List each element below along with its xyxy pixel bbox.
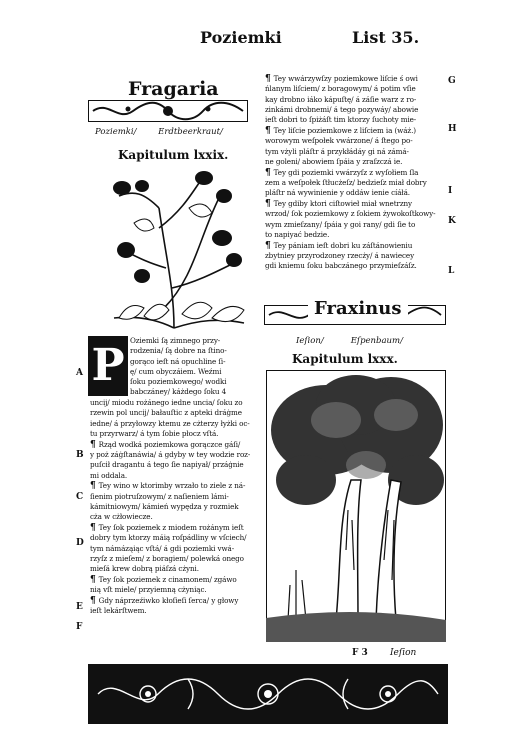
fragaria-heading: Fragaria — [128, 78, 219, 100]
margin-letter: K — [448, 216, 456, 226]
ash-tree-illustration — [266, 370, 446, 642]
ornament-band-fragaria — [88, 100, 248, 122]
margin-letter: L — [448, 266, 455, 276]
fragaria-text-top: Oziemki ſą zimnego przy- rodzenia/ ſą dobre na ſtino- gorąco ieſt ná opuchline ſi- ę/ cum obyczáiem. Weźmi ſoku poziemkowego/ wodki babczáney/ káżdego ſoku 4 — [130, 336, 227, 397]
margin-letter: E — [76, 602, 83, 612]
pilcrow-mark: ¶ — [90, 575, 99, 586]
fragaria-names: Poziemki/ Erdtbeerkraut/ — [95, 127, 223, 137]
signature-mark: F 3 — [352, 648, 368, 658]
pilcrow-mark: ¶ — [265, 74, 274, 84]
leaf-number: List 35. — [352, 28, 420, 47]
margin-letter: D — [76, 538, 84, 548]
bottom-ornamental-border — [88, 664, 448, 724]
margin-letter: H — [448, 124, 457, 134]
right-column-text: ¶ Tey wwárzywſzy poziemkowe liſcie ś owi ńlanym liſciem/ z boragowym/ á potim vſie kay drobno iáko kápuſtę/ á záſie warz z ro- zinkámi drobnemi/ á tego pozywáy/ abowie ieſt dobri to ſpiżáſt tim ktorzy ſuchoty mie- ¶ Tey liſcie poziemkowe z liſciem ia (wáż.) worowym weſpołek vwárzone/ á ſtego po- tym vżyli pláſtr á przykłádáy gi ná zámá- ne goleni/ abowiem ſpáia y zraſzczá ie. ¶ Tey gdi poziemki vwárzyſz z wyſołiem ſla zem a weſpołek ſtłucżeſz/ bedzieſz miał dobry pláſtr ná wywinienie y oddáw ienie cíáłá. ¶ Tey gdiby ktori ciſtowieł miał wnetrzny wrzod/ ſok poziemkowy z ſokiem żywokoſtkowy- wym zmieſzany/ ſpáia y goi rany/ gdi ſie to to napiyać bedzie. ¶ Tey pániam ieſt dobri ku záſtánowieniu zbytniey przyrodzoney rzecży/ á nawiecey gdi kniemu ſoku babczánego przymieſzáſz. — [265, 74, 436, 271]
margin-letter: A — [76, 368, 83, 378]
pilcrow-mark: ¶ — [265, 125, 274, 136]
pilcrow-mark: ¶ — [265, 167, 274, 178]
margin-letter: B — [76, 450, 84, 460]
margin-letter: I — [448, 186, 453, 196]
pilcrow-mark: ¶ — [90, 439, 99, 450]
margin-letter: C — [76, 492, 84, 502]
fragaria-text-body: uncij/ miodu rożánego iedne uncia/ ſoku zo rzewin pol uncij/ bałauſtic z apteki dráġme iedne/ á przyłowzy ktemu ze cżterzy łyżki oc- tu przyrwarz/ á tym ſobie płocz vſtá. ¶ Rząd wodká poziemkowa gorączce gáſi/ y poż záġſtanáwia/ á gdyby w tey wodzie roz- puſcił dragantu á tego ſie napiyał/ przáġnie mi oddala. ¶ Tey wino w ktorimby wrzało to ziele z ná- ſienim piotruſzowym/ z naſieniem lámi- kámitniowym/ kámień wypędza y rozmiek cża w cżłowiecze. ¶ Tey ſok poziemek z miodem rożánym ieſt dobry tym ktorzy máią roſpádliny w vſciech/ tym námáząiąc vſtá/ á gdi poziemki vwá- rzyſz z mieſem/ z boragiem/ polewká onego mieſá krew dobrą piáſzá cżyni. ¶ Tey ſok poziemek z cinamonem/ zgáwo nią vſt miele/ przyiemną cżyniąc. ¶ Gdy náprzeźiwko kłoſieſi ſerca/ y głowy ieſt lekárſtwem. — [90, 398, 251, 616]
fraxinus-names: Ieſion/ Eſpenbaum/ — [296, 336, 403, 346]
strawberry-plant-illustration — [104, 168, 254, 333]
pilcrow-mark: ¶ — [90, 481, 99, 492]
running-title: Poziemki — [200, 28, 282, 47]
margin-letter: G — [448, 76, 456, 86]
catchword: Ieſion — [390, 648, 417, 658]
fragaria-chapter: Kapitulum lxxix. — [118, 148, 229, 162]
pilcrow-mark: ¶ — [265, 240, 274, 251]
pilcrow-mark: ¶ — [90, 523, 99, 534]
pilcrow-mark: ¶ — [265, 199, 274, 210]
fraxinus-chapter: Kapitulum lxxx. — [292, 352, 398, 366]
fraxinus-heading: Fraxinus — [308, 298, 408, 319]
pilcrow-mark: ¶ — [90, 596, 99, 607]
margin-letter: F — [76, 622, 83, 632]
decorated-initial: P — [88, 336, 128, 396]
